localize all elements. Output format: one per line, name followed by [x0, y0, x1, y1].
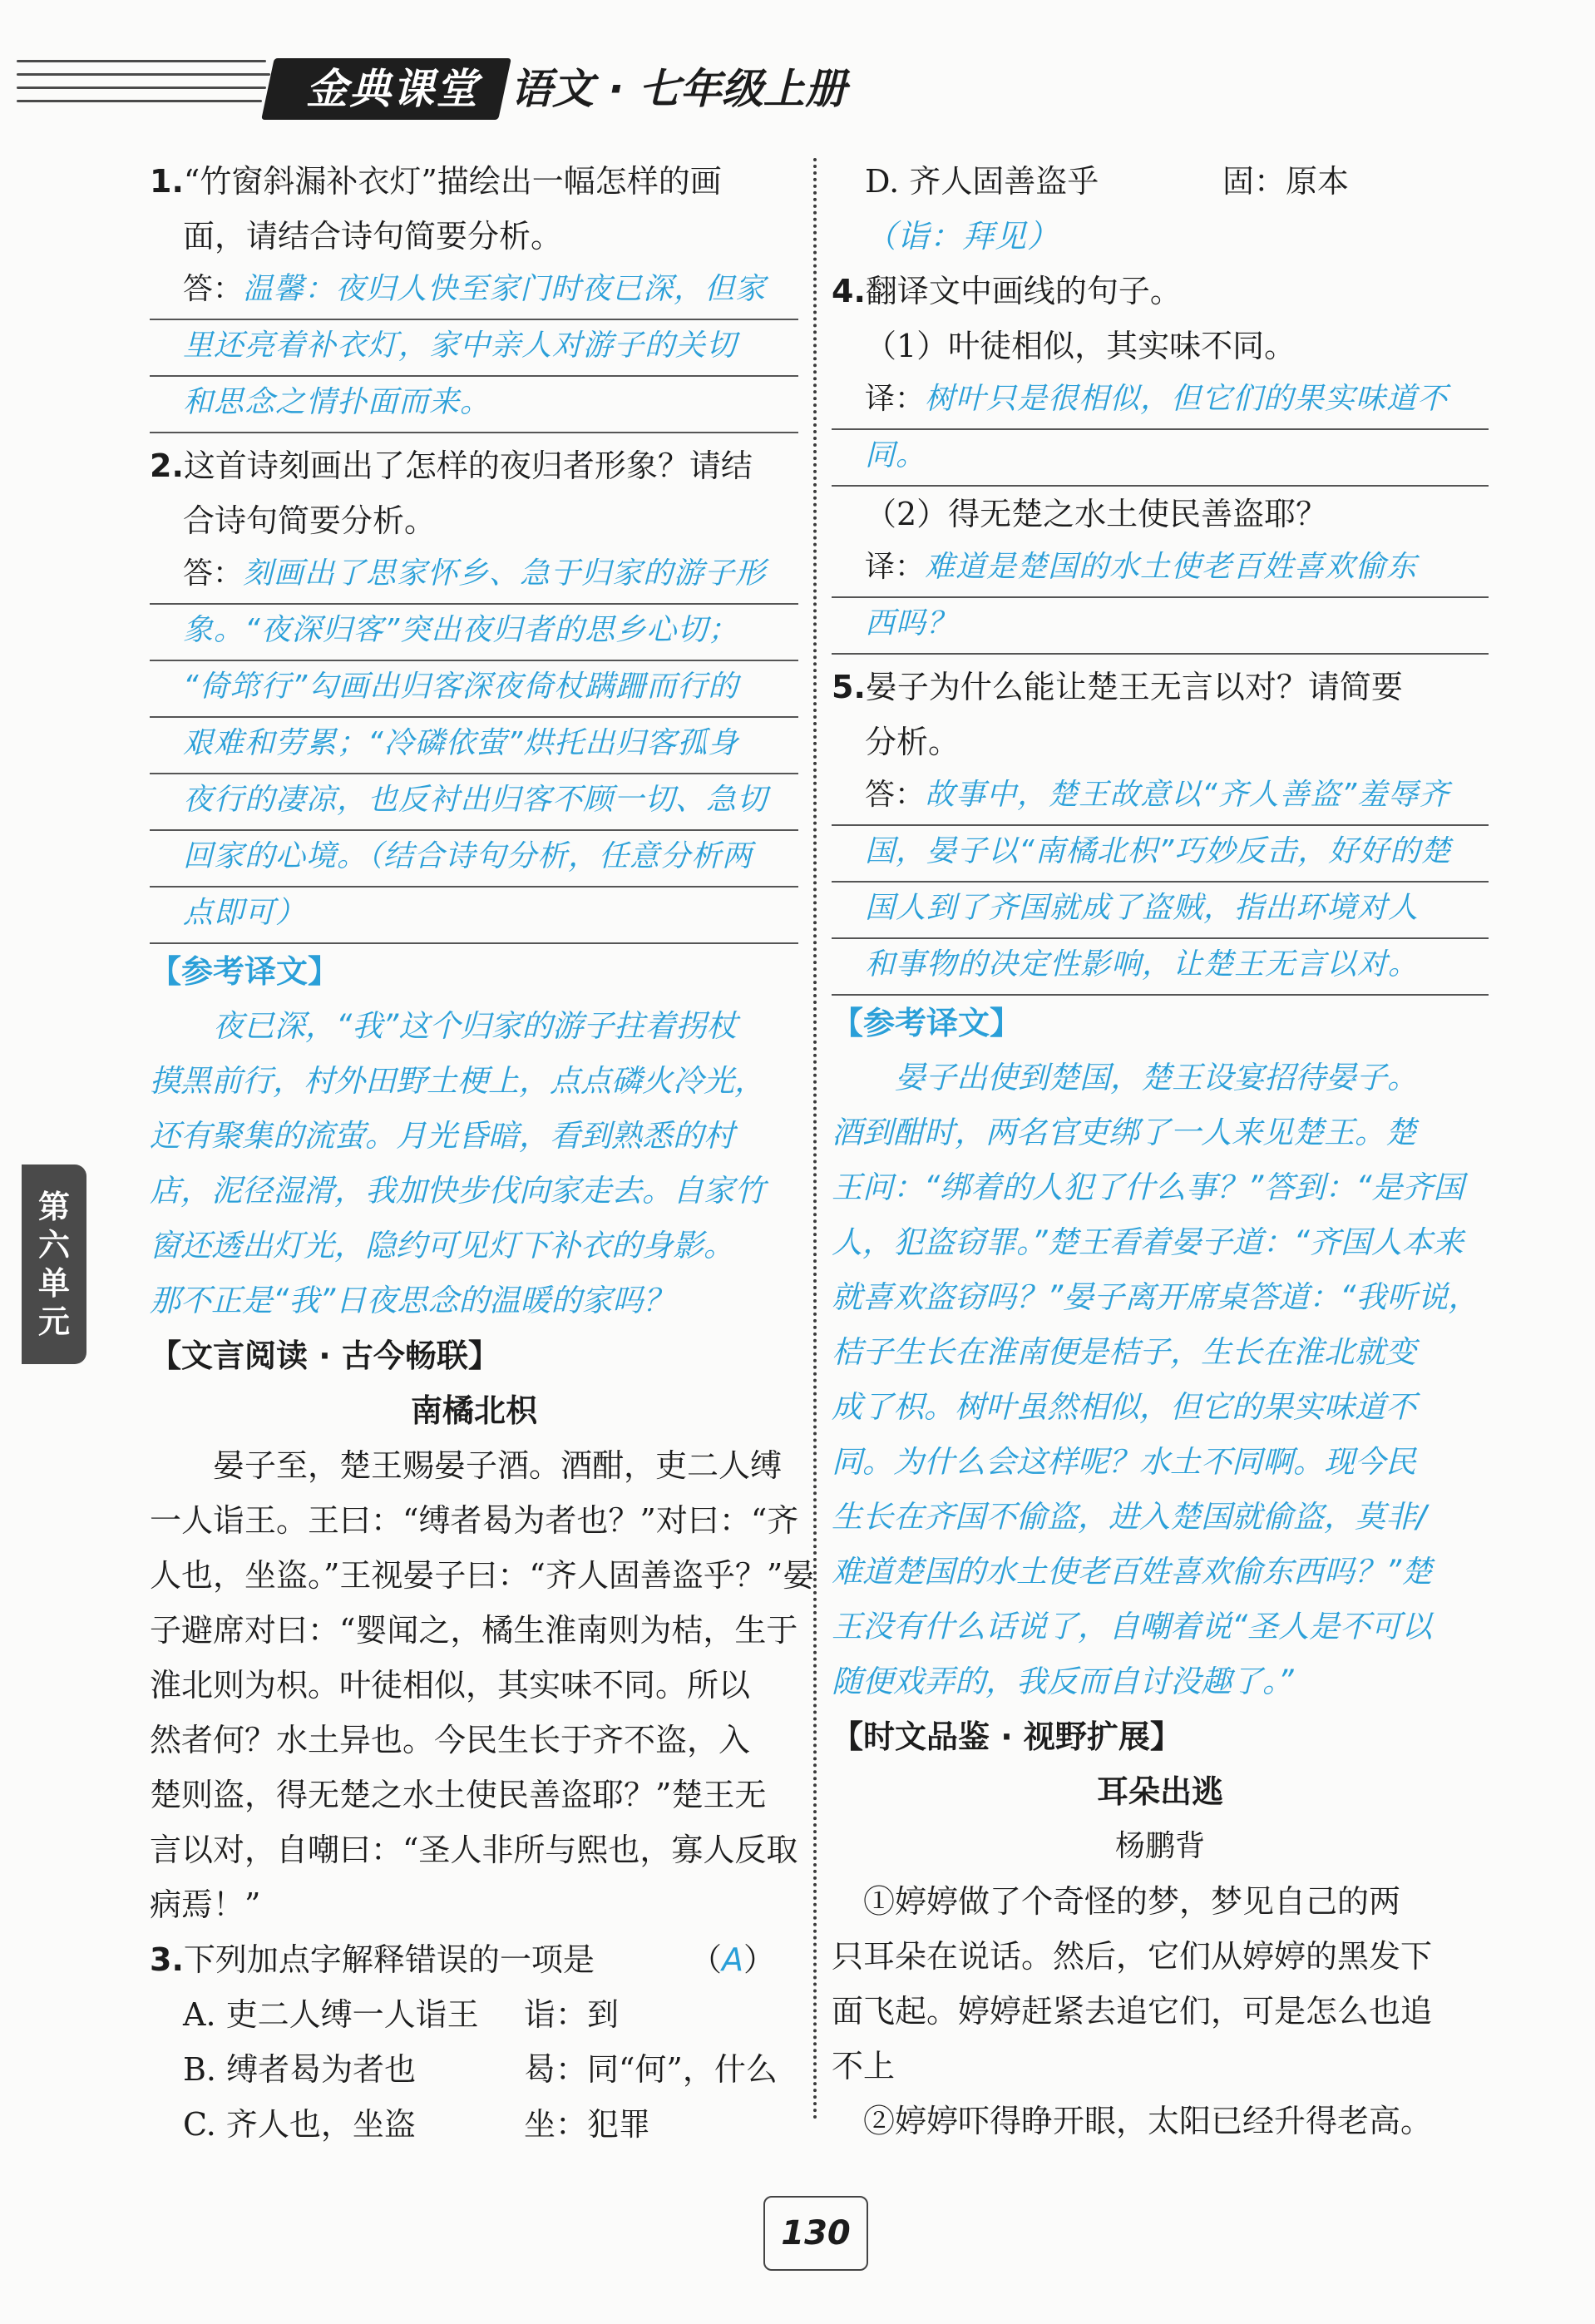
option-gloss: 固：原本 — [1222, 163, 1350, 200]
column-divider — [813, 158, 817, 2121]
unit-side-tab — [22, 1164, 86, 1364]
question-1-line-2: 面，请结合诗句简要分析。 — [183, 218, 563, 255]
answer-line — [832, 769, 1489, 826]
question-text: 下列加点字解释错误的一项是 — [183, 1941, 595, 1978]
handwritten-answer: 国，晏子以“南橘北枳”巧妙反击，好好的楚 — [832, 826, 1489, 883]
unit-tab-char: 单 — [37, 1265, 70, 1302]
sentence-1: （1）叶徒相似，其实味不同。 — [865, 328, 1296, 364]
translation-label: 译： — [865, 382, 926, 416]
modern-title: 耳朵出逃 — [1096, 1773, 1223, 1810]
question-5-line-2: 分析。 — [865, 724, 960, 760]
question-5 — [832, 660, 1489, 715]
question-2-line-2: 合诗句简要分析。 — [183, 502, 437, 539]
classical-text-line: 楚则盗，得无楚之水土使民善盗耶？”楚王无 — [150, 1777, 767, 1813]
translation-line: 王问：“绑着的人犯了什么事？”答到：“是齐国 — [832, 1169, 1464, 1205]
question-text: “竹窗斜漏补衣灯”描绘出一幅怎样的画 — [183, 163, 722, 200]
translation-label: 译： — [865, 550, 926, 584]
bracket-close: ） — [743, 1941, 776, 1978]
modern-reading-heading: 【时文品鉴 · 视野扩展】 — [832, 1718, 1182, 1755]
page-number: 130 — [763, 2196, 868, 2271]
question-text: 晏子为什么能让楚王无言以对？请简要 — [865, 669, 1403, 705]
classical-text-line: 病焉！” — [150, 1886, 261, 1923]
modern-text-line: 面飞起。婷婷赶紧去追它们，可是怎么也追 — [832, 1993, 1433, 2030]
classical-reading-heading: 【文言阅读 · 古今畅联】 — [150, 1338, 500, 1374]
classical-text-line: 淮北则为枳。叶徒相似，其实味不同。所以 — [150, 1667, 751, 1703]
handwritten-answer: 和思念之情扑面而来。 — [150, 377, 798, 433]
reference-translation-heading: 【参考译文】 — [832, 1005, 1022, 1041]
question-number: 3. — [150, 1941, 184, 1978]
question-text: 翻译文中画线的句子。 — [865, 273, 1182, 309]
header-rule — [17, 60, 266, 62]
question-1 — [150, 154, 798, 209]
handwritten-answer: 象。“夜深归客”突出夜归者的思乡心切； — [150, 605, 798, 661]
reference-translation-heading: 【参考译文】 — [150, 953, 340, 990]
translation-line: 店，泥径湿滑，我加快步伐向家走去。自家竹 — [150, 1173, 765, 1209]
option-text: C. 齐人也，坐盗 — [183, 2106, 416, 2143]
translation-line: 还有聚集的流萤。月光昏暗，看到熟悉的村 — [150, 1118, 734, 1154]
option-b — [150, 2042, 798, 2097]
translation-line: 窗还透出灯光，隐约可见灯下补衣的身影。 — [150, 1228, 734, 1263]
handwritten-answer: 和事物的决定性影响，让楚王无言以对。 — [832, 939, 1489, 996]
option-a — [150, 1987, 798, 2042]
modern-text-line: ①婷婷做了个奇怪的梦，梦见自己的两 — [863, 1883, 1401, 1920]
question-2 — [150, 438, 798, 493]
question-number: 4. — [832, 273, 866, 309]
handwritten-answer: 艰难和劳累；“冷磷依萤”烘托出归客孤身 — [150, 718, 798, 774]
option-text: B. 缚者曷为者也 — [183, 2051, 417, 2088]
answer-line — [150, 548, 798, 605]
option-d — [832, 154, 1489, 209]
modern-text-line: ②婷婷吓得睁开眼，太阳已经升得老高。 — [863, 2103, 1433, 2139]
question-3 — [150, 1932, 798, 1987]
answer-line — [150, 264, 798, 320]
option-gloss: 坐：犯罪 — [524, 2106, 651, 2143]
handwritten-answer: 西吗？ — [832, 598, 1489, 655]
handwritten-answer: 故事中，楚王故意以“齐人善盗”羞辱齐 — [925, 778, 1450, 812]
translation-line: 同。为什么会这样呢？水土不同啊。现今民 — [832, 1444, 1416, 1480]
translation-line: 摸黑前行，村外田野土梗上，点点磷火冷光， — [150, 1063, 765, 1099]
bracket-open: （ — [690, 1941, 723, 1978]
classical-text-line: 言以对，自嘲曰：“圣人非所与熙也，寡人反取 — [150, 1832, 798, 1868]
modern-text-line: 只耳朵在说话。然后，它们从婷婷的黑发下 — [832, 1938, 1433, 1975]
handwritten-answer: 难道是楚国的水土使老百姓喜欢偷东 — [925, 550, 1418, 584]
classical-text-line: 晏子至，楚王赐晏子酒。酒酣，吏二人缚 — [213, 1447, 783, 1484]
handwritten-answer: 夜行的凄凉，也反衬出归客不顾一切、急切 — [150, 774, 798, 831]
translation-line: 王没有什么话说了，自嘲着说“圣人是不可以 — [832, 1609, 1433, 1644]
option-text: D. 齐人固善盗乎 — [865, 163, 1099, 200]
handwritten-answer: 温馨：夜归人快至家门时夜已深，但家 — [243, 272, 767, 306]
classical-text-line: 人也，坐盗。”王视晏子曰：“齐人固善盗乎？”晏 — [150, 1557, 815, 1594]
handwritten-answer: 点即可） — [150, 888, 798, 944]
option-text: A. 吏二人缚一人诣王 — [183, 1996, 479, 2033]
handwritten-answer: 刻画出了思家怀乡、急于归家的游子形 — [243, 556, 767, 591]
question-text: 这首诗刻画出了怎样的夜归者形象？请结 — [183, 447, 753, 484]
translation-line: 晏子出使到楚国，楚王设宴招待晏子。 — [895, 1060, 1418, 1095]
header-rule — [17, 100, 262, 102]
translation-line: 桔子生长在淮南便是桔子，生长在淮北就变 — [832, 1334, 1416, 1370]
answer-label: 答： — [183, 556, 244, 591]
question-4 — [832, 264, 1489, 319]
answer-bracket — [690, 1932, 775, 1987]
question-number: 5. — [832, 669, 866, 705]
handwritten-answer: 回家的心境。（结合诗句分析，任意分析两 — [150, 831, 798, 888]
handwritten-answer: 国人到了齐国就成了盗贼，指出环境对人 — [832, 883, 1489, 939]
right-column — [832, 154, 1489, 2148]
unit-tab-char: 第 — [37, 1189, 70, 1225]
header-rule — [17, 73, 270, 76]
handwritten-answer: 里还亮着补衣灯，家中亲人对游子的关切 — [150, 320, 798, 377]
translation-line: 夜已深，“我”这个归家的游子拄着拐杖 — [213, 1008, 738, 1044]
translation-line: 难道楚国的水土使老百姓喜欢偷东西吗？”楚 — [832, 1554, 1433, 1590]
translation-line: 酒到酣时，两名官吏绑了一人来见楚王。楚 — [832, 1115, 1416, 1150]
classical-text-line: 然者何？水土异也。今民生长于齐不盗，入 — [150, 1722, 751, 1758]
classical-title: 南橘北枳 — [410, 1392, 537, 1429]
translation-line: 那不正是“我”日夜思念的温暖的家吗？ — [150, 1283, 674, 1318]
answer-label: 答： — [865, 778, 926, 812]
header-rule — [17, 87, 266, 89]
translation-line: 随便戏弄的，我反而自讨没趣了。” — [832, 1664, 1294, 1699]
answer-label: 答： — [183, 272, 244, 306]
handwritten-answer: 同。 — [832, 430, 1489, 487]
choice-answer: A — [722, 1941, 744, 1978]
question-number: 1. — [150, 163, 184, 200]
translation-line: 生长在齐国不偷盗，进入楚国就偷盗，莫非/ — [832, 1499, 1427, 1535]
question-number: 2. — [150, 447, 184, 484]
left-column — [150, 154, 815, 2152]
modern-author: 杨鹏背 — [1114, 1829, 1205, 1863]
translation-answer — [832, 373, 1489, 430]
translation-answer — [832, 541, 1489, 598]
option-gloss: 诣：到 — [524, 1996, 620, 2033]
subject-title: 语文 · 七年级上册 — [511, 65, 847, 113]
modern-text-line: 不上 — [832, 2048, 896, 2084]
translation-line: 人，犯盗窃罪。”楚王看着晏子道：“齐国人本来 — [832, 1224, 1464, 1260]
option-gloss: 曷：同“何”，什么 — [524, 2051, 778, 2088]
sentence-2: （2）得无楚之水土使民善盗耶？ — [865, 496, 1328, 532]
handwritten-note: （诣：拜见） — [865, 218, 1060, 255]
translation-line: 成了枳。树叶虽然相似，但它的果实味道不 — [832, 1389, 1416, 1425]
classical-text-line: 子避席对曰：“婴闻之，橘生淮南则为桔，生于 — [150, 1612, 798, 1649]
option-c — [150, 2097, 798, 2152]
unit-tab-char: 元 — [37, 1303, 70, 1340]
brand-title: 金典课堂 — [306, 65, 479, 113]
translation-line: 就喜欢盗窃吗？”晏子离开席桌答道：“我听说， — [832, 1279, 1479, 1315]
unit-tab-char: 六 — [37, 1227, 70, 1263]
classical-text-line: 一人诣王。王曰：“缚者曷为者也？”对曰：“齐 — [150, 1502, 799, 1539]
handwritten-answer: 树叶只是很相似，但它们的果实味道不 — [925, 382, 1449, 416]
page-header — [0, 0, 1595, 125]
handwritten-answer: “倚筇行”勾画出归客深夜倚杖蹒跚而行的 — [150, 661, 798, 718]
